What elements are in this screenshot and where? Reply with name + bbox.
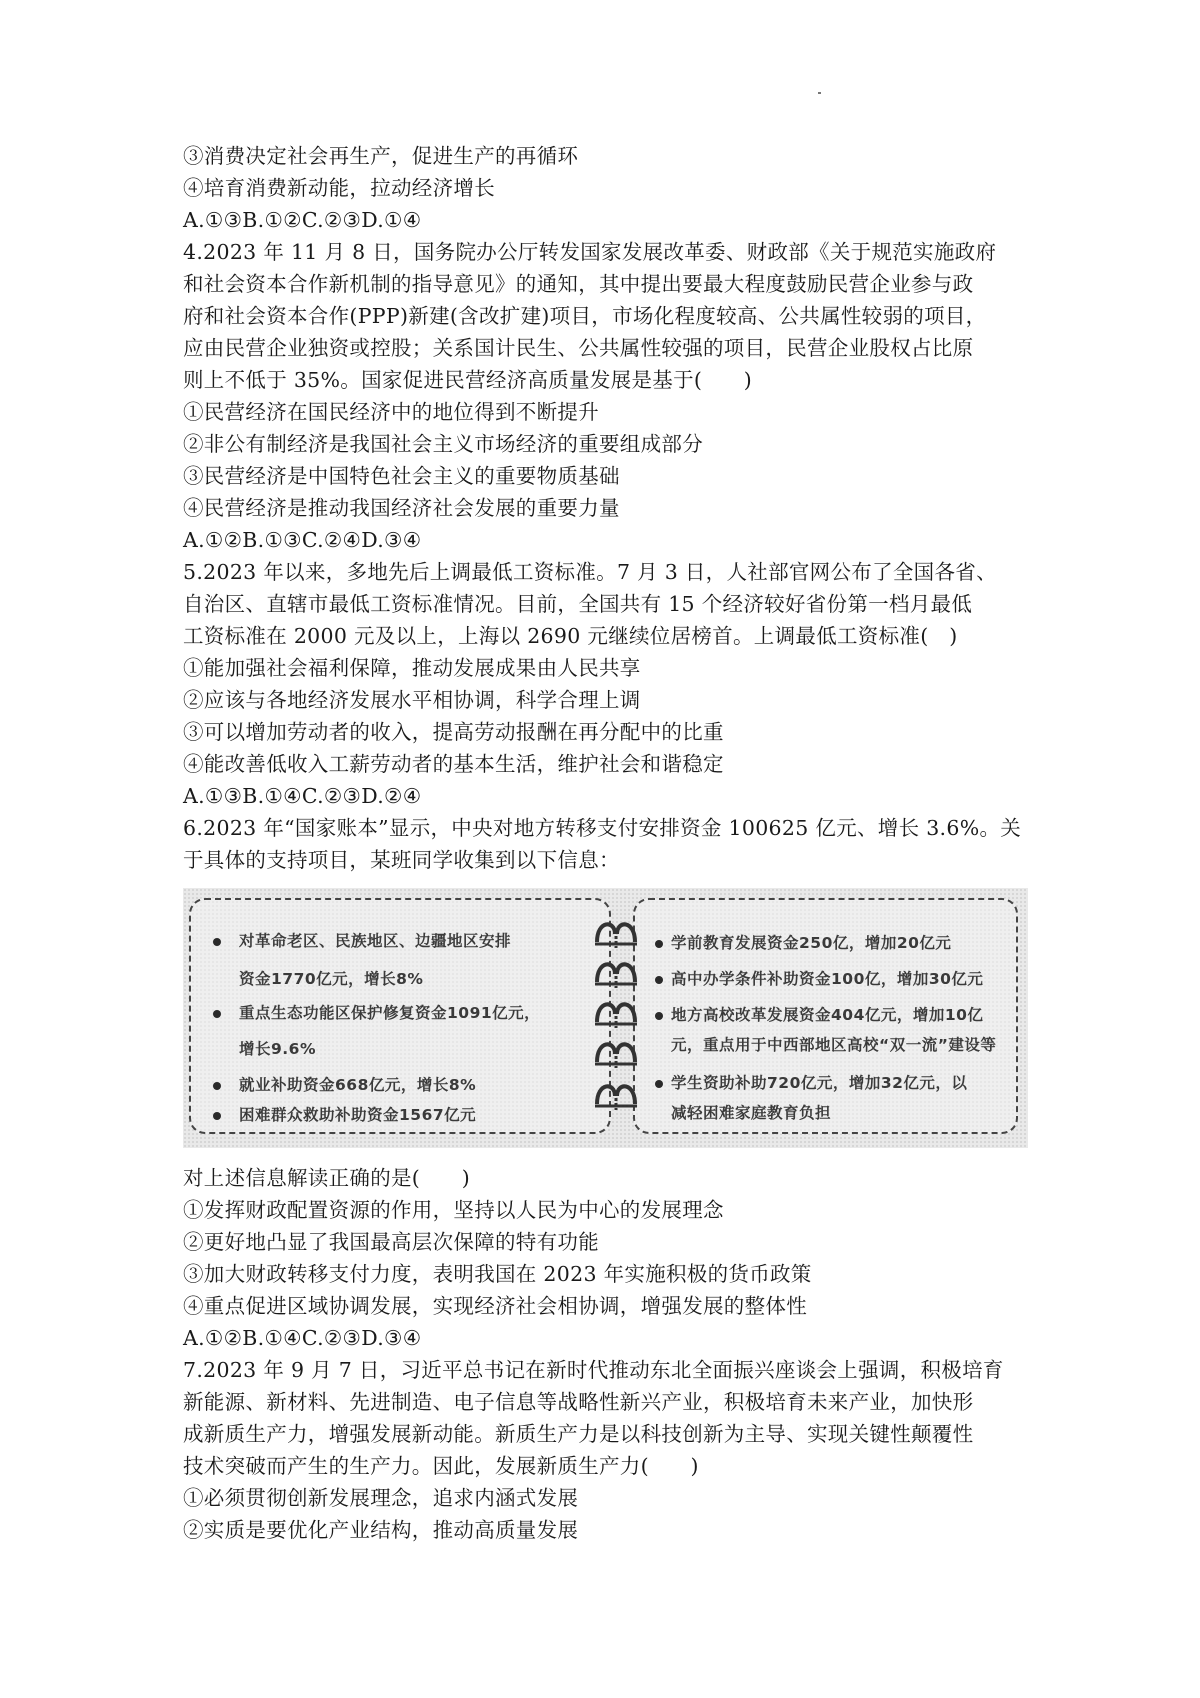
info-item: 重点生态功能区保护修复资金1091亿元， [239,1004,541,1022]
bullet-icon [213,1010,221,1018]
binder-ring-icon [591,914,641,950]
info-item: 困难群众救助补助资金1567亿元 [239,1106,477,1124]
notebook-rings [591,896,641,1136]
answer-options-q4: A.①②B.①③C.②④D.③④ [183,528,422,552]
question-4-stem: 4.2023 年 11 月 8 日，国务院办公厅转发国家发展改革委、财政部《关于规范实施政府 [183,240,997,264]
info-item: 高中办学条件补助资金100亿，增加30亿元 [671,970,984,988]
question-7-stem: 7.2023 年 9 月 7 日，习近平总书记在新时代推动东北全面振兴座谈会上强调，积极培育 [183,1358,1004,1382]
info-item: 资金1770亿元，增长8% [239,970,424,988]
option-line: ①必须贯彻创新发展理念，追求内涵式发展 [183,1486,579,1510]
question-6-stem: 6.2023 年“国家账本”显示，中央对地方转移支付安排资金 100625 亿元、增长 3.6%。关 [183,816,1022,840]
text-line: ④培育消费新动能，拉动经济增长 [183,176,495,200]
text-line: 新能源、新材料、先进制造、电子信息等战略性新兴产业，积极培育未来产业，加快形 [183,1390,974,1414]
option-line: ④民营经济是推动我国经济社会发展的重要力量 [183,496,620,520]
option-line: ②实质是要优化产业结构，推动高质量发展 [183,1518,579,1542]
text-line: 则上不低于 35%。国家促进民营经济高质量发展是基于( ) [183,368,753,392]
bullet-icon [213,1082,221,1090]
binder-ring-icon [591,994,641,1030]
text-line: 于具体的支持项目，某班同学收集到以下信息： [183,848,620,872]
text-line: ③消费决定社会再生产，促进生产的再循环 [183,144,579,168]
option-line: ②更好地凸显了我国最高层次保障的特有功能 [183,1230,599,1254]
option-line: ③民营经济是中国特色社会主义的重要物质基础 [183,464,620,488]
document-page [183,140,1028,1546]
bullet-icon [213,938,221,946]
option-line: ②应该与各地经济发展水平相协调，科学合理上调 [183,688,641,712]
bullet-icon [213,1112,221,1120]
text-line: 自治区、直辖市最低工资标准情况。目前，全国共有 15 个经济较好省份第一档月最低 [183,592,973,616]
option-line: ①民营经济在国民经济中的地位得到不断提升 [183,400,599,424]
answer-options-q3: A.①③B.①②C.②③D.①④ [183,208,422,232]
text-line: 府和社会资本合作(PPP)新建(含改扩建)项目，市场化程度较高、公共属性较弱的项目， [183,304,987,328]
text-line: 成新质生产力，增强发展新动能。新质生产力是以科技创新为主导、实现关键性颠覆性 [183,1422,974,1446]
bullet-icon [655,1080,663,1088]
transfer-payment-figure [183,888,1028,1148]
info-item: 减轻困难家庭教育负担 [671,1104,832,1122]
scan-speck [818,92,821,94]
option-line: ①能加强社会福利保障，推动发展成果由人民共享 [183,656,641,680]
info-item: 地方高校改革发展资金404亿元，增加10亿 [671,1006,984,1024]
text-block-bottom [183,1162,1028,1546]
option-line: ③加大财政转移支付力度，表明我国在 2023 年实施积极的货币政策 [183,1262,812,1286]
binder-ring-icon [591,954,641,990]
answer-options-q5: A.①③B.①④C.②③D.②④ [183,784,422,808]
question-6-prompt: 对上述信息解读正确的是( ) [183,1166,470,1190]
info-item: 元，重点用于中西部地区高校“双一流”建设等 [671,1036,997,1054]
info-item: 增长9.6% [239,1040,316,1058]
binder-ring-icon [591,1076,641,1112]
info-item: 对革命老区、民族地区、边疆地区安排 [239,932,512,950]
bullet-icon [655,940,663,948]
left-info-panel [189,898,611,1134]
bullet-icon [655,976,663,984]
option-line: ②非公有制经济是我国社会主义市场经济的重要组成部分 [183,432,703,456]
question-5-stem: 5.2023 年以来，多地先后上调最低工资标准。7 月 3 日，人社部官网公布了全国各省、 [183,560,997,584]
option-line: ④重点促进区域协调发展，实现经济社会相协调，增强发展的整体性 [183,1294,807,1318]
option-line: ④能改善低收入工薪劳动者的基本生活，维护社会和谐稳定 [183,752,724,776]
info-item: 就业补助资金668亿元，增长8% [239,1076,477,1094]
text-line: 技术突破而产生的生产力。因此，发展新质生产力( ) [183,1454,699,1478]
option-line: ①发挥财政配置资源的作用，坚持以人民为中心的发展理念 [183,1198,724,1222]
answer-options-q6: A.①②B.①④C.②③D.③④ [183,1326,422,1350]
option-line: ③可以增加劳动者的收入，提高劳动报酬在再分配中的比重 [183,720,724,744]
text-line: 和社会资本合作新机制的指导意见》的通知，其中提出要最大程度鼓励民营企业参与政 [183,272,974,296]
info-item: 学前教育发展资金250亿，增加20亿元 [671,934,952,952]
text-line: 工资标准在 2000 元及以上，上海以 2690 元继续位居榜首。上调最低工资标准( ) [183,624,958,648]
text-line: 应由民营企业独资或控股；关系国计民生、公共属性较强的项目，民营企业股权占比原 [183,336,974,360]
binder-ring-icon [591,1034,641,1070]
text-block-top [183,140,1028,876]
info-item: 学生资助补助720亿元，增加32亿元，以 [671,1074,968,1092]
right-info-panel [633,898,1018,1134]
bullet-icon [655,1012,663,1020]
